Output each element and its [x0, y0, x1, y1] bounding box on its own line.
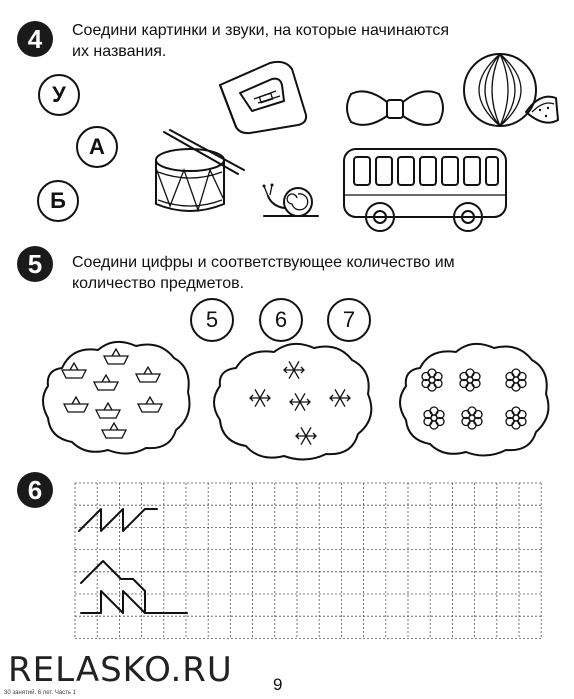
letter-u-circle[interactable]: У — [38, 74, 80, 116]
task-4-number: 4 — [17, 21, 53, 57]
bow-tie-icon[interactable] — [345, 88, 445, 130]
bus-icon[interactable] — [340, 145, 510, 235]
task-4-text-line1: Соедини картинки и звуки, на которые начинаются — [72, 22, 450, 39]
digit-7-circle[interactable]: 7 — [327, 298, 371, 342]
task-6-number: 6 — [17, 472, 53, 508]
footer-small-text: 30 занятий. 6 лет. Часть 1 — [4, 690, 77, 696]
watermark: RELASKO.RU — [8, 650, 233, 690]
letter-a-circle[interactable]: А — [76, 126, 118, 168]
task-5-text-line1: Соедини цифры и соответствующее количество им — [72, 254, 455, 271]
pattern-drawing — [75, 483, 541, 643]
snail-icon[interactable] — [258, 182, 328, 222]
cloud-snowflakes[interactable] — [212, 338, 382, 462]
iron-icon[interactable] — [210, 55, 310, 135]
cloud-boats[interactable] — [42, 338, 192, 456]
digit-6-circle[interactable]: 6 — [259, 298, 303, 342]
task-4-text-line2: их названия. — [72, 43, 167, 60]
cloud-flowers[interactable] — [398, 338, 552, 458]
task-5-number: 5 — [17, 246, 53, 282]
page-number: 9 — [273, 675, 283, 694]
watermelon-icon[interactable] — [460, 52, 560, 132]
letter-b-circle[interactable]: Б — [37, 180, 79, 222]
digit-5-circle[interactable]: 5 — [190, 298, 234, 342]
drum-icon[interactable] — [150, 128, 250, 218]
task-5-text-line2: количество предметов. — [72, 275, 245, 292]
